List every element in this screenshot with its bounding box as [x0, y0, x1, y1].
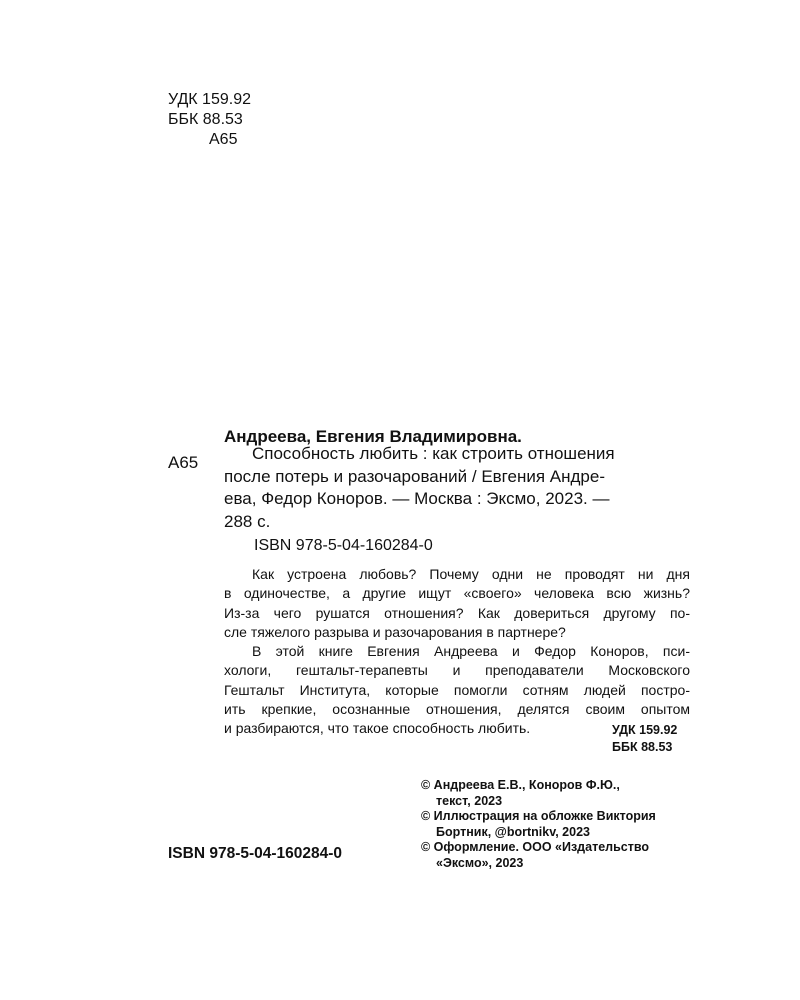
annotation-line: хологи, гештальт-терапевты и преподаватели Московского [224, 662, 690, 679]
bibliographic-description [224, 443, 690, 533]
bbk-code: ББК 88.53 [168, 111, 243, 128]
title-line: Способность любить : как строить отношения [252, 444, 615, 463]
copyright-line: © Иллюстрация на обложке Виктория [421, 809, 656, 823]
author-sign: А65 [209, 131, 238, 148]
copyright-line: © Андреева Е.В., Коноров Ф.Ю., [421, 778, 620, 792]
bbk-code: ББК 88.53 [612, 740, 673, 754]
copyright-notice [421, 778, 656, 871]
copyright-line: © Оформление. ООО «Издательство [421, 840, 649, 854]
udk-code: УДК 159.92 [612, 723, 678, 737]
top-classification-codes [168, 90, 251, 150]
annotation-line: и разбираются, что такое способность любить. [224, 720, 531, 737]
udk-code: УДК 159.92 [168, 91, 251, 108]
title-line: 288 с. [224, 511, 271, 531]
annotation [224, 565, 690, 739]
author-heading: Андреева, Евгения Владимировна. [224, 427, 522, 446]
isbn-bottom: ISBN 978-5-04-160284-0 [168, 845, 343, 862]
index-label: А65 [168, 453, 199, 472]
copyright-line: текст, 2023 [436, 793, 503, 808]
annotation-line: Из-за чего рушатся отношения? Как довериться другому по- [224, 604, 690, 621]
annotation-line: в одиночестве, а другие ищут «своего» человека всю жизнь? [224, 585, 690, 602]
annotation-line: Гештальт Института, которые помогли сотням людей постро- [224, 681, 690, 698]
copyright-line: «Эксмо», 2023 [436, 855, 524, 870]
title-line: после потерь и разочарований / Евгения Андре- [224, 466, 605, 486]
isbn-record: ISBN 978-5-04-160284-0 [254, 537, 433, 554]
copyright-line: Бортник, @bortnikv, 2023 [436, 824, 590, 839]
annotation-line: В этой книге Евгения Андреева и Федор Коноров, пси- [252, 643, 690, 660]
bottom-classification-codes [612, 722, 677, 756]
annotation-line: сле тяжелого разрыва и разочарования в партнере? [224, 623, 566, 640]
annotation-line: ить крепкие, осознанные отношения, делятся своим опытом [224, 701, 690, 718]
annotation-line: Как устроена любовь? Почему одни не проводят ни дня [252, 566, 690, 582]
title-line: ева, Федор Коноров. — Москва : Эксмо, 2023. — [224, 489, 610, 508]
